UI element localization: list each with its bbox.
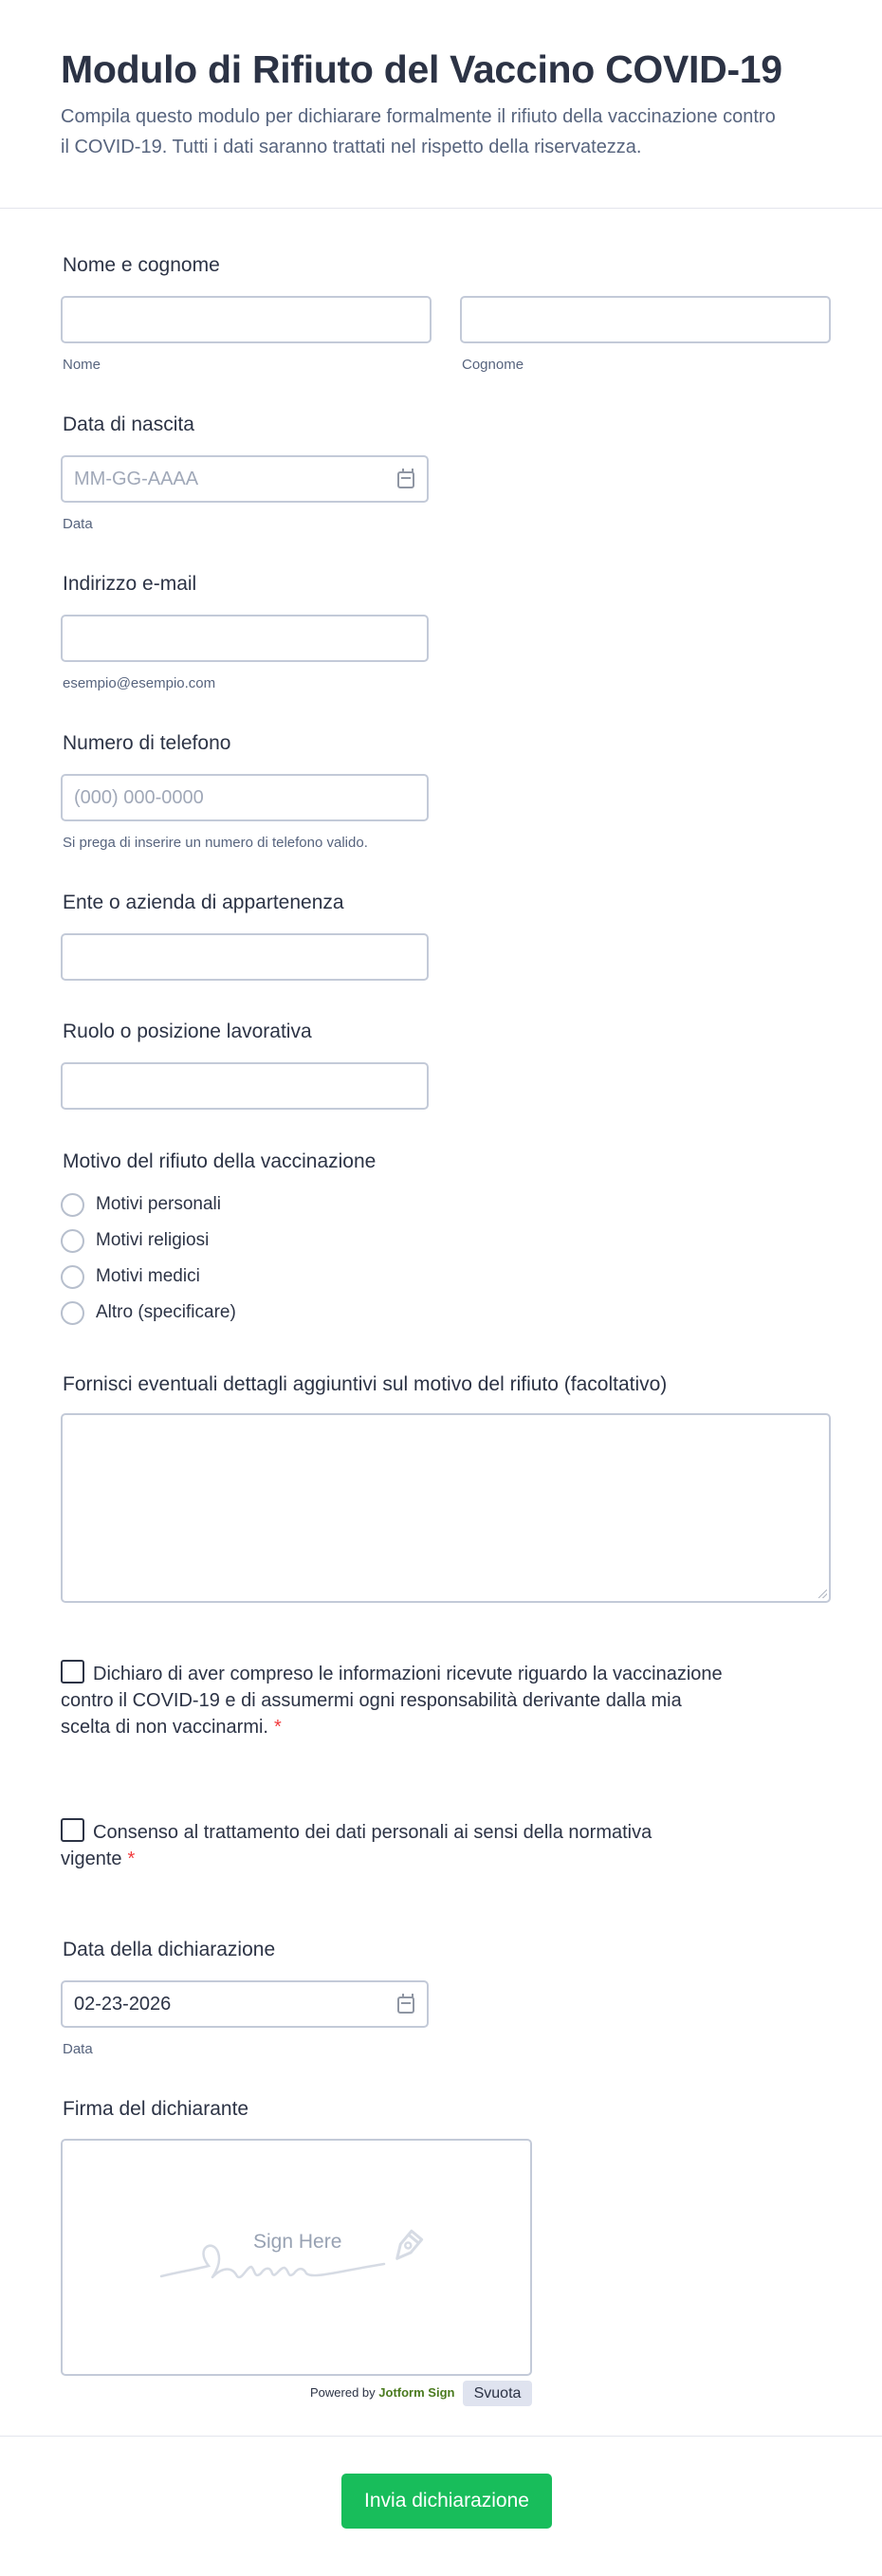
submit-button[interactable]: Invia dichiarazione: [341, 2474, 552, 2529]
radio-button[interactable]: [61, 1193, 84, 1217]
sign-here-hint: Sign Here: [253, 2231, 342, 2253]
declaration-date-sublabel: Data: [63, 2041, 93, 2057]
birthdate-sublabel: Data: [63, 516, 93, 532]
page-title: Modulo di Rifiuto del Vaccino COVID-19: [61, 47, 782, 91]
phone-label: Numero di telefono: [63, 732, 231, 754]
form-header: [0, 0, 882, 209]
email-input[interactable]: [61, 615, 429, 662]
pen-nib-icon: [384, 2224, 430, 2270]
organization-input[interactable]: [61, 933, 429, 981]
email-sublabel: esempio@esempio.com: [63, 675, 216, 691]
radio-label: Motivi religiosi: [96, 1230, 210, 1250]
birthdate-label: Data di nascita: [63, 414, 194, 435]
declaration-text: Dichiaro di aver compreso le informazioni ricevute riguardo la vaccinazione contro il COVID-19 e di assumermi ogni responsabilità derivante dalla mia scelta di non vaccinarmi.: [61, 1664, 723, 1738]
radio-label: Altro (specificare): [96, 1302, 236, 1322]
page-subtitle: Compila questo modulo per dichiarare formalmente il rifiuto della vaccinazione contro il COVID-19. Tutti i dati saranno trattati nel rispetto della riservatezza.: [61, 106, 776, 157]
last-name-input[interactable]: [460, 296, 831, 343]
radio-option-other[interactable]: [61, 1298, 236, 1327]
email-label: Indirizzo e-mail: [63, 573, 197, 595]
first-name-input[interactable]: [61, 296, 432, 343]
role-input[interactable]: [61, 1062, 429, 1110]
first-name-sublabel: Nome: [63, 357, 101, 373]
radio-label: Motivi personali: [96, 1194, 221, 1214]
organization-label: Ente o azienda di appartenenza: [63, 892, 344, 913]
radio-button[interactable]: [61, 1301, 84, 1325]
calendar-icon[interactable]: [397, 1996, 414, 2014]
radio-option-religious[interactable]: [61, 1226, 209, 1255]
consent-checkbox-field[interactable]: [61, 1818, 725, 1872]
reason-label: Motivo del rifiuto della vaccinazione: [63, 1150, 377, 1172]
radio-option-medical[interactable]: [61, 1262, 200, 1291]
radio-button[interactable]: [61, 1229, 84, 1253]
fullname-label: Nome e cognome: [63, 254, 220, 276]
role-label: Ruolo o posizione lavorativa: [63, 1021, 312, 1042]
last-name-sublabel: Cognome: [462, 357, 524, 373]
details-label: Fornisci eventuali dettagli aggiuntivi sul motivo del rifiuto (facoltativo): [63, 1373, 668, 1395]
signature-label: Firma del dichiarante: [63, 2098, 249, 2120]
radio-button[interactable]: [61, 1265, 84, 1289]
phone-sublabel: Si prega di inserire un numero di telefono valido.: [63, 835, 368, 851]
radio-label: Motivi medici: [96, 1266, 200, 1286]
powered-prefix: Powered by: [310, 2385, 376, 2400]
declaration-checkbox-field[interactable]: [61, 1660, 725, 1740]
radio-option-personal[interactable]: [61, 1190, 221, 1219]
footer-divider: [0, 2436, 882, 2437]
declaration-checkbox[interactable]: [61, 1660, 84, 1684]
consent-text: Consenso al trattamento dei dati personali ai sensi della normativa vigente: [61, 1822, 652, 1869]
powered-by: [310, 2385, 454, 2400]
jotform-sign-brand: Jotform Sign: [378, 2385, 455, 2400]
required-mark: *: [127, 1849, 136, 1869]
resize-handle-icon[interactable]: [818, 1590, 827, 1598]
calendar-icon[interactable]: [397, 471, 414, 488]
required-mark: *: [273, 1717, 282, 1738]
birthdate-input[interactable]: [61, 455, 429, 503]
phone-input[interactable]: [61, 774, 429, 821]
declaration-date-label: Data della dichiarazione: [63, 1939, 276, 1960]
declaration-date-input[interactable]: [61, 1980, 429, 2028]
details-textarea[interactable]: [61, 1413, 831, 1603]
consent-checkbox[interactable]: [61, 1818, 84, 1842]
clear-signature-button[interactable]: Svuota: [463, 2381, 532, 2406]
